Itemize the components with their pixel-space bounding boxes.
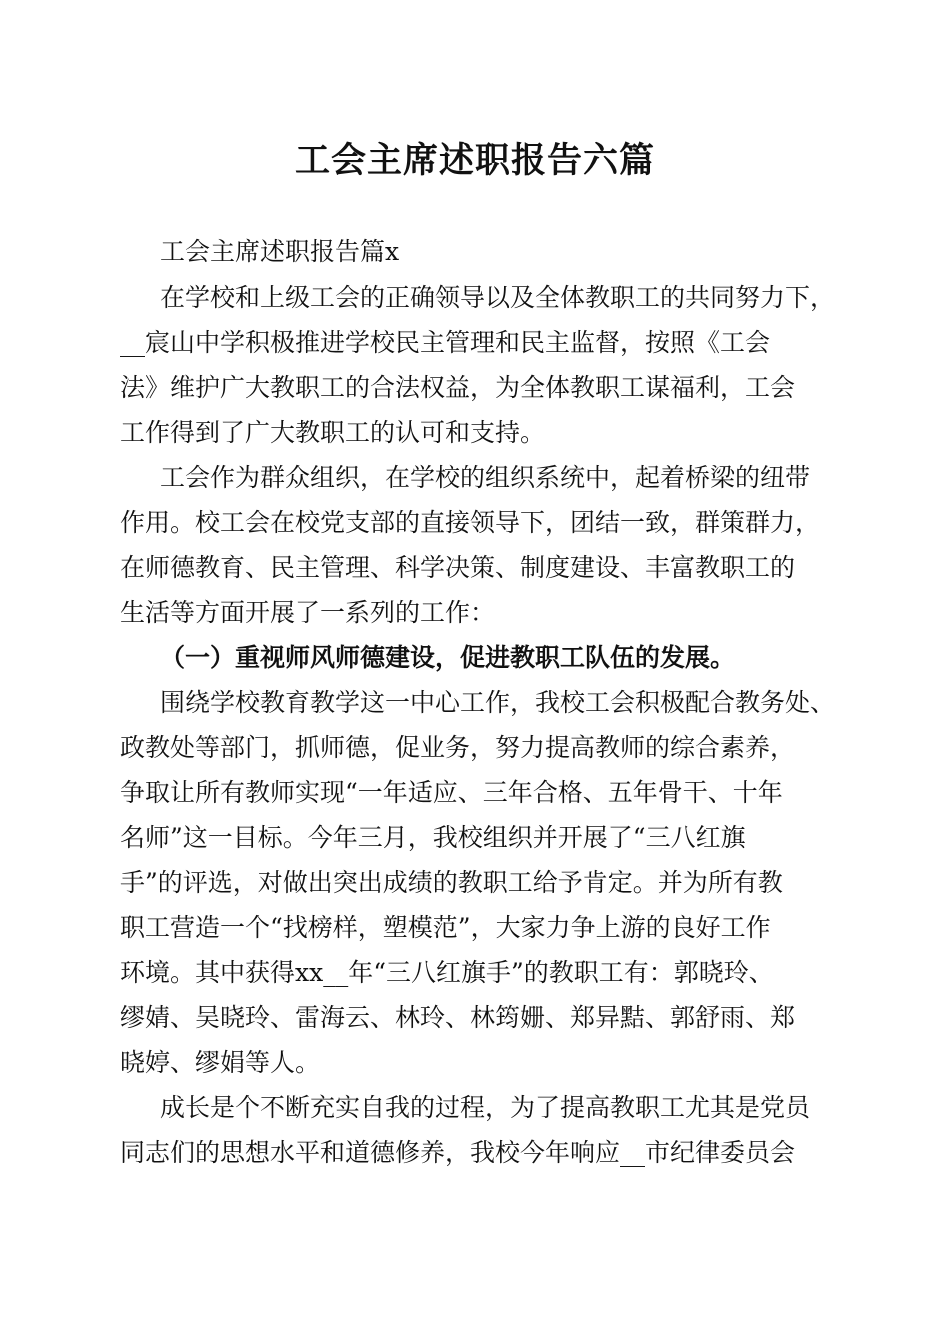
paragraph-line: 环境。其中获得xx__年“三八红旗手”的教职工有：郭晓玲、	[120, 958, 774, 987]
paragraph-line: 法》维护广大教职工的合法权益，为全体教职工谋福利，工会	[120, 373, 796, 402]
paragraph-line: 成长是个不断充实自我的过程，为了提高教职工尤其是党员	[160, 1093, 811, 1122]
paragraph-line: 工会作为群众组织，在学校的组织系统中，起着桥梁的纽带	[160, 463, 811, 492]
paragraph-line: 同志们的思想水平和道德修养，我校今年响应__市纪律委员会	[120, 1138, 796, 1167]
subsection-heading: （一）重视师风师德建设，促进教职工队伍的发展。	[160, 643, 736, 672]
paragraph-line: 生活等方面开展了一系列的工作：	[120, 598, 496, 627]
paragraph-line: 缪婧、吴晓玲、雷海云、林玲、林筠姗、郑异黠、郭舒雨、郑	[120, 1003, 796, 1032]
paragraph-line: 职工营造一个“找榜样，塑模范”，大家力争上游的良好工作	[120, 913, 771, 942]
paragraph-line: 晓婷、缪娟等人。	[120, 1048, 321, 1077]
paragraph-line: 工作得到了广大教职工的认可和支持。	[120, 418, 546, 447]
paragraph-line: 名师”这一目标。今年三月，我校组织并开展了“三八红旗	[120, 823, 746, 852]
document-title: 工会主席述职报告六篇	[294, 140, 655, 181]
paragraph-line: 作用。校工会在校党支部的直接领导下，团结一致，群策群力，	[120, 508, 821, 537]
paragraph-line: 在师德教育、民主管理、科学决策、制度建设、丰富教职工的	[120, 553, 796, 582]
paragraph-line: 政教处等部门，抓师德，促业务，努力提高教师的综合素养，	[120, 733, 796, 762]
paragraph-line: 在学校和上级工会的正确领导以及全体教职工的共同努力下，	[160, 283, 836, 312]
paragraph-line: 手”的评选，对做出突出成绩的教职工给予肯定。并为所有教	[120, 868, 783, 897]
paragraph-line: 争取让所有教师实现“一年适应、三年合格、五年骨干、十年	[120, 778, 783, 807]
paragraph-line: __宸山中学积极推进学校民主管理和民主监督，按照《工会	[120, 328, 771, 357]
paragraph-line: 围绕学校教育教学这一中心工作，我校工会积极配合教务处、	[160, 688, 836, 717]
section-heading: 工会主席述职报告篇x	[160, 237, 400, 266]
